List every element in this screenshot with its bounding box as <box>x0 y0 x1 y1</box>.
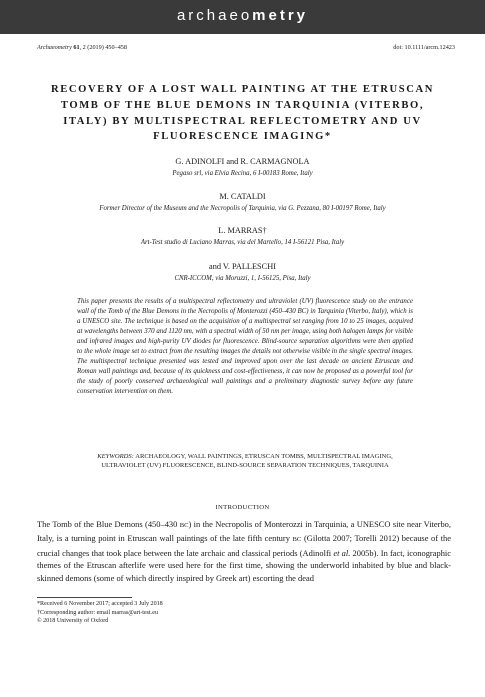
footnote: © 2018 University of Oxford <box>37 618 109 625</box>
introduction-paragraph <box>37 518 451 584</box>
text-run: (Gilotta 2007; Torelli 2012) because of the crucial changes that took place between the late archaic and classical periods (Adinolfi <box>37 533 452 558</box>
author-names: and V. PALLESCHI <box>209 262 276 271</box>
text-run: The Tomb of the Blue Demons (450–430 <box>37 519 180 529</box>
author-affiliation: Art-Test studio di Luciano Marras, via del Martello, 14 I-56121 Pisa, Italy <box>140 239 345 246</box>
article-title: RECOVERY OF A LOST WALL PAINTING AT THE ETRUSCAN TOMB OF THE BLUE DEMONS IN TARQUINIA (VITERBO, ITALY) BY MULTISPECTRAL REFLECTOMETRY AND UV FLUORESCENCE IMAGING* <box>51 84 434 143</box>
text-run: ) in the Necropolis of Monterozzi in Tarquinia, a UNESCO site near Viterbo, Italy, is a turning point in Etruscan wall paintings of the late fifth century <box>37 519 452 544</box>
small-caps-run: BC <box>292 536 302 544</box>
journal-logo-prefix: archaeo <box>176 7 253 24</box>
keywords-list: ARCHAEOLOGY, WALL PAINTINGS, ETRUSCAN TOMBS, MULTISPECTRAL IMAGING, ULTRAVIOLET (UV) FLUORESCENCE, BLIND-SOURCE SEPARATION TECHNIQUES, TARQUINIA <box>101 453 393 470</box>
text-run: 2005b). In fact, iconographic themes of the Etruscan afterlife were used here for the first time, showing the underworld inhabited by blue and black-skinned demons (some of which directly inspired by Greek art) escorting the dead <box>37 547 452 583</box>
journal-logo-suffix: metry <box>252 7 309 24</box>
footnote: *Received 6 November 2017; accepted 3 July 2018 <box>37 601 163 607</box>
section-heading: INTRODUCTION <box>215 504 270 511</box>
author-names: M. CATALDI <box>219 192 266 201</box>
footnotes <box>37 600 163 626</box>
author-affiliation: Former Director of the Museum and the Necropolis of Tarquinia, via G. Pezzana, 80 I-00197 Rome, Italy <box>99 205 386 212</box>
citation-volume: 61 <box>73 44 80 51</box>
doi: doi: 10.1111/arcm.12423 <box>393 44 455 51</box>
small-caps-run: BC <box>179 522 189 529</box>
author-affiliation: Pegaso srl, via Elvia Recina, 6 I-00183 Rome, Italy <box>172 170 313 177</box>
italic-run: et al. <box>333 547 351 558</box>
author-affiliation: CNR-ICCOM, via Moruzzi, 1, I-56125, Pisa, Italy <box>174 275 311 282</box>
citation-journal: Archaeometry <box>37 44 72 51</box>
keywords-label: KEYWORDS: <box>97 453 134 460</box>
journal-logo <box>0 7 485 24</box>
citation-issue-pages: , 2 (2019) 450–458 <box>79 44 127 51</box>
journal-banner <box>0 0 485 34</box>
keywords <box>85 452 405 471</box>
abstract: This paper presents the results of a multispectral reflectometry and ultraviolet (UV) fluorescence study on the entrance wall of the Tomb of the Blue Demons in the Necropolis of Monterozzi (450–430 BC) in Tarquinia (Viterbo, Italy), which is a UNESCO site. The technique is based on the acquisition of a multispectral set ranging from 10 to 25 images, acquired at wavelengths between 370 and 1120 nm, with a spectral width of 50 nm per image, using both halogen lamps for visible and infrared images and high-purity UV diodes for fluorescence. Blind-source separation algorithms were then applied to the whole image set to extract from the resulting images the details not otherwise visible in the single spectral images. The multispectral technique presented was tested and improved upon over the last decade on ancient Etruscan and Roman wall paintings and, because of its quickness and cost-effectiveness, it can now be proposed as a powerful tool for the study of poorly conserved archaeological wall paintings and a preliminary diagnostic survey before any future conservation intervention on them. <box>77 298 413 396</box>
footnote-rule <box>37 597 132 598</box>
author-names: G. ADINOLFI and R. CARMAGNOLA <box>175 157 310 166</box>
author-names: L. MARRAS† <box>218 226 267 235</box>
footnote: †Corresponding author: email marras@art-test.eu <box>37 609 159 616</box>
citation <box>37 44 127 51</box>
